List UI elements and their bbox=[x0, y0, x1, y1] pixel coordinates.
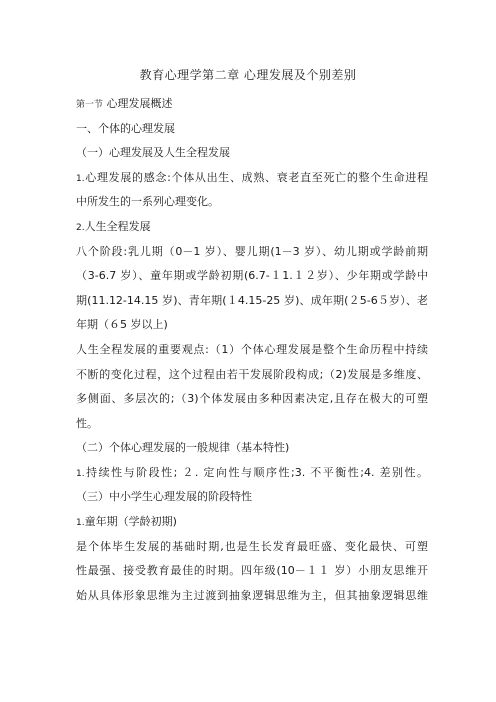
paragraph-4-line-2: 不断的变化过程，这个过程由若干发展阶段构成;（2)发展是多维度、 bbox=[76, 368, 428, 381]
item-number: 2. bbox=[76, 223, 85, 233]
paragraph-text: 持续性与阶段性; ２. 定向性与顺序性;3. 不平衡性;4. 差别性。 bbox=[84, 466, 428, 479]
item-number: 1. bbox=[76, 174, 85, 184]
item-number: 1. bbox=[76, 518, 85, 528]
heading-1: 一、个体的心理发展 bbox=[76, 122, 175, 135]
item-number: 1. bbox=[76, 469, 85, 479]
paragraph-7-line-3: 始从具体形象思维为主过渡到抽象逻辑思维为主，但其抽象逻辑思维 bbox=[76, 589, 428, 602]
paragraph-2 bbox=[76, 220, 428, 235]
paragraph-4-line-3: 多侧面、多层次的;（3)个体发展由多种因素决定,且存在极大的可塑 bbox=[76, 392, 428, 405]
paragraph-3-line-2: （3-6.7 岁）、童年期或学龄初期(6.7-１1.１２岁）、少年期或学龄中 bbox=[76, 269, 428, 282]
paragraph-1-line-1 bbox=[76, 171, 428, 186]
section-heading bbox=[76, 97, 428, 112]
paragraph-6 bbox=[76, 515, 428, 530]
paragraph-3-line-3: 期(11.12-14.15 岁)、青年期(１4.15-25 岁)、成年期(２5-6５岁）、老 bbox=[76, 294, 428, 307]
page-title: 教育心理学第二章 心理发展及个别差别 bbox=[139, 68, 357, 82]
paragraph-4-line-1: 人生全程发展的重要观点:（1）个体心理发展是整个生命历程中持续 bbox=[76, 343, 428, 356]
section-title: 心理发展概述 bbox=[106, 97, 173, 110]
paragraph-3-line-4: 年期（６5 岁以上) bbox=[76, 318, 168, 331]
paragraph-5 bbox=[76, 466, 428, 481]
paragraph-4-line-4: 性。 bbox=[76, 417, 98, 430]
paragraph-7-line-2: 性最强、接受教育最佳的时期。四年级(10－１１ 岁）小朋友思维开 bbox=[76, 564, 428, 577]
subheading-1: （一）心理发展及人生全程发展 bbox=[76, 146, 230, 159]
section-label: 第一节 bbox=[76, 100, 104, 110]
paragraph-3-line-1: 八个阶段:乳儿期（0－1 岁）、婴儿期(1－3 岁）、幼儿期或学龄前期 bbox=[76, 245, 428, 258]
paragraph-7-line-1: 是个体毕生发展的基础时期,也是生长发育最旺盛、变化最快、可塑 bbox=[76, 540, 428, 553]
paragraph-1-line-2: 中所发生的一系列心理变化。 bbox=[76, 195, 219, 208]
subheading-3: （三）中小学生心理发展的阶段特性 bbox=[76, 490, 252, 503]
paragraph-text: 人生全程发展 bbox=[84, 220, 151, 233]
paragraph-text: 童年期（学龄初期) bbox=[84, 515, 177, 528]
paragraph-text: 心理发展的感念:个体从出生、成熟、衰老直至死亡的整个生命进程 bbox=[84, 171, 428, 184]
subheading-2: （二）个体心理发展的一般规律（基本特性) bbox=[76, 441, 290, 454]
